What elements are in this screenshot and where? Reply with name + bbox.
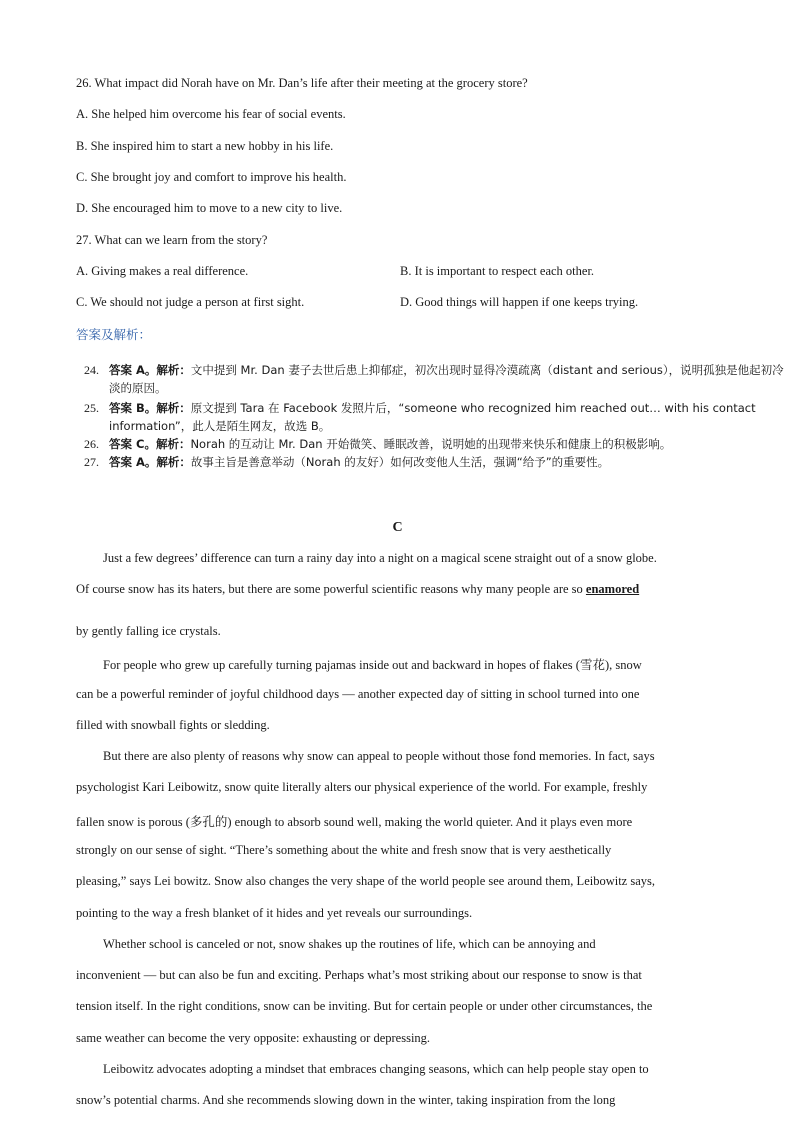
answer-text: 文中提到 Mr. Dan 妻子去世后患上抑郁症，初次出现时显得冷漠疏离（distant and serious），说明孤独是他起初冷淡的原因。	[109, 363, 784, 395]
passage-line: filled with snowball fights or sledding.	[76, 718, 270, 732]
answer-text: 原文提到 Tara 在 Facebook 发照片后，“someone who recognized him reached out… with his contact information”，此人是陌生网友，故选 B。	[109, 401, 756, 433]
answers-heading: 答案及解析：	[76, 327, 152, 342]
question-27-option-a: A. Giving makes a real difference.	[76, 264, 249, 278]
question-26-option-b: B. She inspired him to start a new hobby in his life.	[76, 139, 334, 153]
passage-line: can be a powerful reminder of joyful childhood days — another expected day of sitting in school turned into one	[76, 687, 640, 701]
answer-number: 24.	[84, 363, 99, 377]
answer-item-27	[84, 453, 789, 471]
passage-line: fallen snow is porous (多孔的) enough to absorb sound well, making the world quieter. And it plays even more	[76, 815, 633, 829]
answer-key: 答案 A。解析：	[109, 455, 191, 469]
passage-line: Leibowitz advocates adopting a mindset that embraces changing seasons, which can help people stay open to	[103, 1062, 649, 1076]
passage-line: by gently falling ice crystals.	[76, 624, 221, 638]
answer-text: Norah 的互动让 Mr. Dan 开始微笑、睡眠改善，说明她的出现带来快乐和健康上的积极影响。	[190, 437, 672, 451]
passage-line: Whether school is canceled or not, snow shakes up the routines of life, which can be annoying and	[103, 937, 596, 951]
passage-line: pleasing,” says Lei bowitz. Snow also changes the very shape of the world people see around them, Leibowitz says,	[76, 874, 656, 888]
passage-line	[76, 582, 639, 597]
answer-key: 答案 C。解析：	[109, 437, 191, 451]
answer-text: 故事主旨是善意举动（Norah 的友好）如何改变他人生活，强调“给予”的重要性。	[190, 455, 610, 469]
question-27-option-d: D. Good things will happen if one keeps trying.	[400, 295, 639, 309]
underlined-word: enamored	[585, 582, 640, 596]
passage-line-text: Of course snow has its haters, but there are some powerful scientific reasons why many people are so	[76, 582, 583, 596]
passage-line: snow’s potential charms. And she recommends slowing down in the winter, taking inspiration from the long	[76, 1093, 616, 1107]
answer-key: 答案 A。解析：	[109, 363, 191, 377]
answer-number: 25.	[84, 401, 99, 415]
answer-key: 答案 B。解析：	[109, 401, 191, 415]
passage-line: inconvenient — but can also be fun and exciting. Perhaps what’s most striking about our response to snow is that	[76, 968, 642, 982]
answer-item-26	[84, 435, 789, 453]
question-27-option-c: C. We should not judge a person at first sight.	[76, 295, 305, 309]
passage-line: pointing to the way a fresh blanket of it hides and yet reveals our surroundings.	[76, 906, 473, 920]
answer-item-24	[84, 361, 789, 397]
passage-line: Just a few degrees’ difference can turn a rainy day into a night on a magical scene straight out of a snow globe.	[103, 551, 657, 565]
passage-line: same weather can become the very opposite: exhausting or depressing.	[76, 1031, 431, 1045]
passage-line: psychologist Kari Leibowitz, snow quite literally alters our physical experience of the world. For example, freshly	[76, 780, 648, 794]
question-26-option-d: D. She encouraged him to move to a new city to live.	[76, 201, 343, 215]
question-26-option-c: C. She brought joy and comfort to improve his health.	[76, 170, 347, 184]
passage-line: strongly on our sense of sight. “There’s something about the white and fresh snow that is very aesthetically	[76, 843, 612, 857]
question-26-stem: 26. What impact did Norah have on Mr. Dan’s life after their meeting at the grocery store?	[76, 76, 528, 90]
question-27-stem: 27. What can we learn from the story?	[76, 233, 268, 247]
passage-line: But there are also plenty of reasons why snow can appeal to people without those fond memories. In fact, says	[103, 749, 655, 763]
passage-title: C	[392, 520, 403, 535]
answer-number: 27.	[84, 455, 99, 469]
passage-line: For people who grew up carefully turning pajamas inside out and backward in hopes of flakes (雪花), snow	[103, 658, 642, 672]
answer-number: 26.	[84, 437, 99, 451]
question-27-option-b: B. It is important to respect each other.	[400, 264, 595, 278]
answer-item-25	[84, 399, 789, 435]
question-26-option-a: A. She helped him overcome his fear of social events.	[76, 107, 346, 121]
passage-line: tension itself. In the right conditions, snow can be inviting. But for certain people or under other circumstances, the	[76, 999, 653, 1013]
